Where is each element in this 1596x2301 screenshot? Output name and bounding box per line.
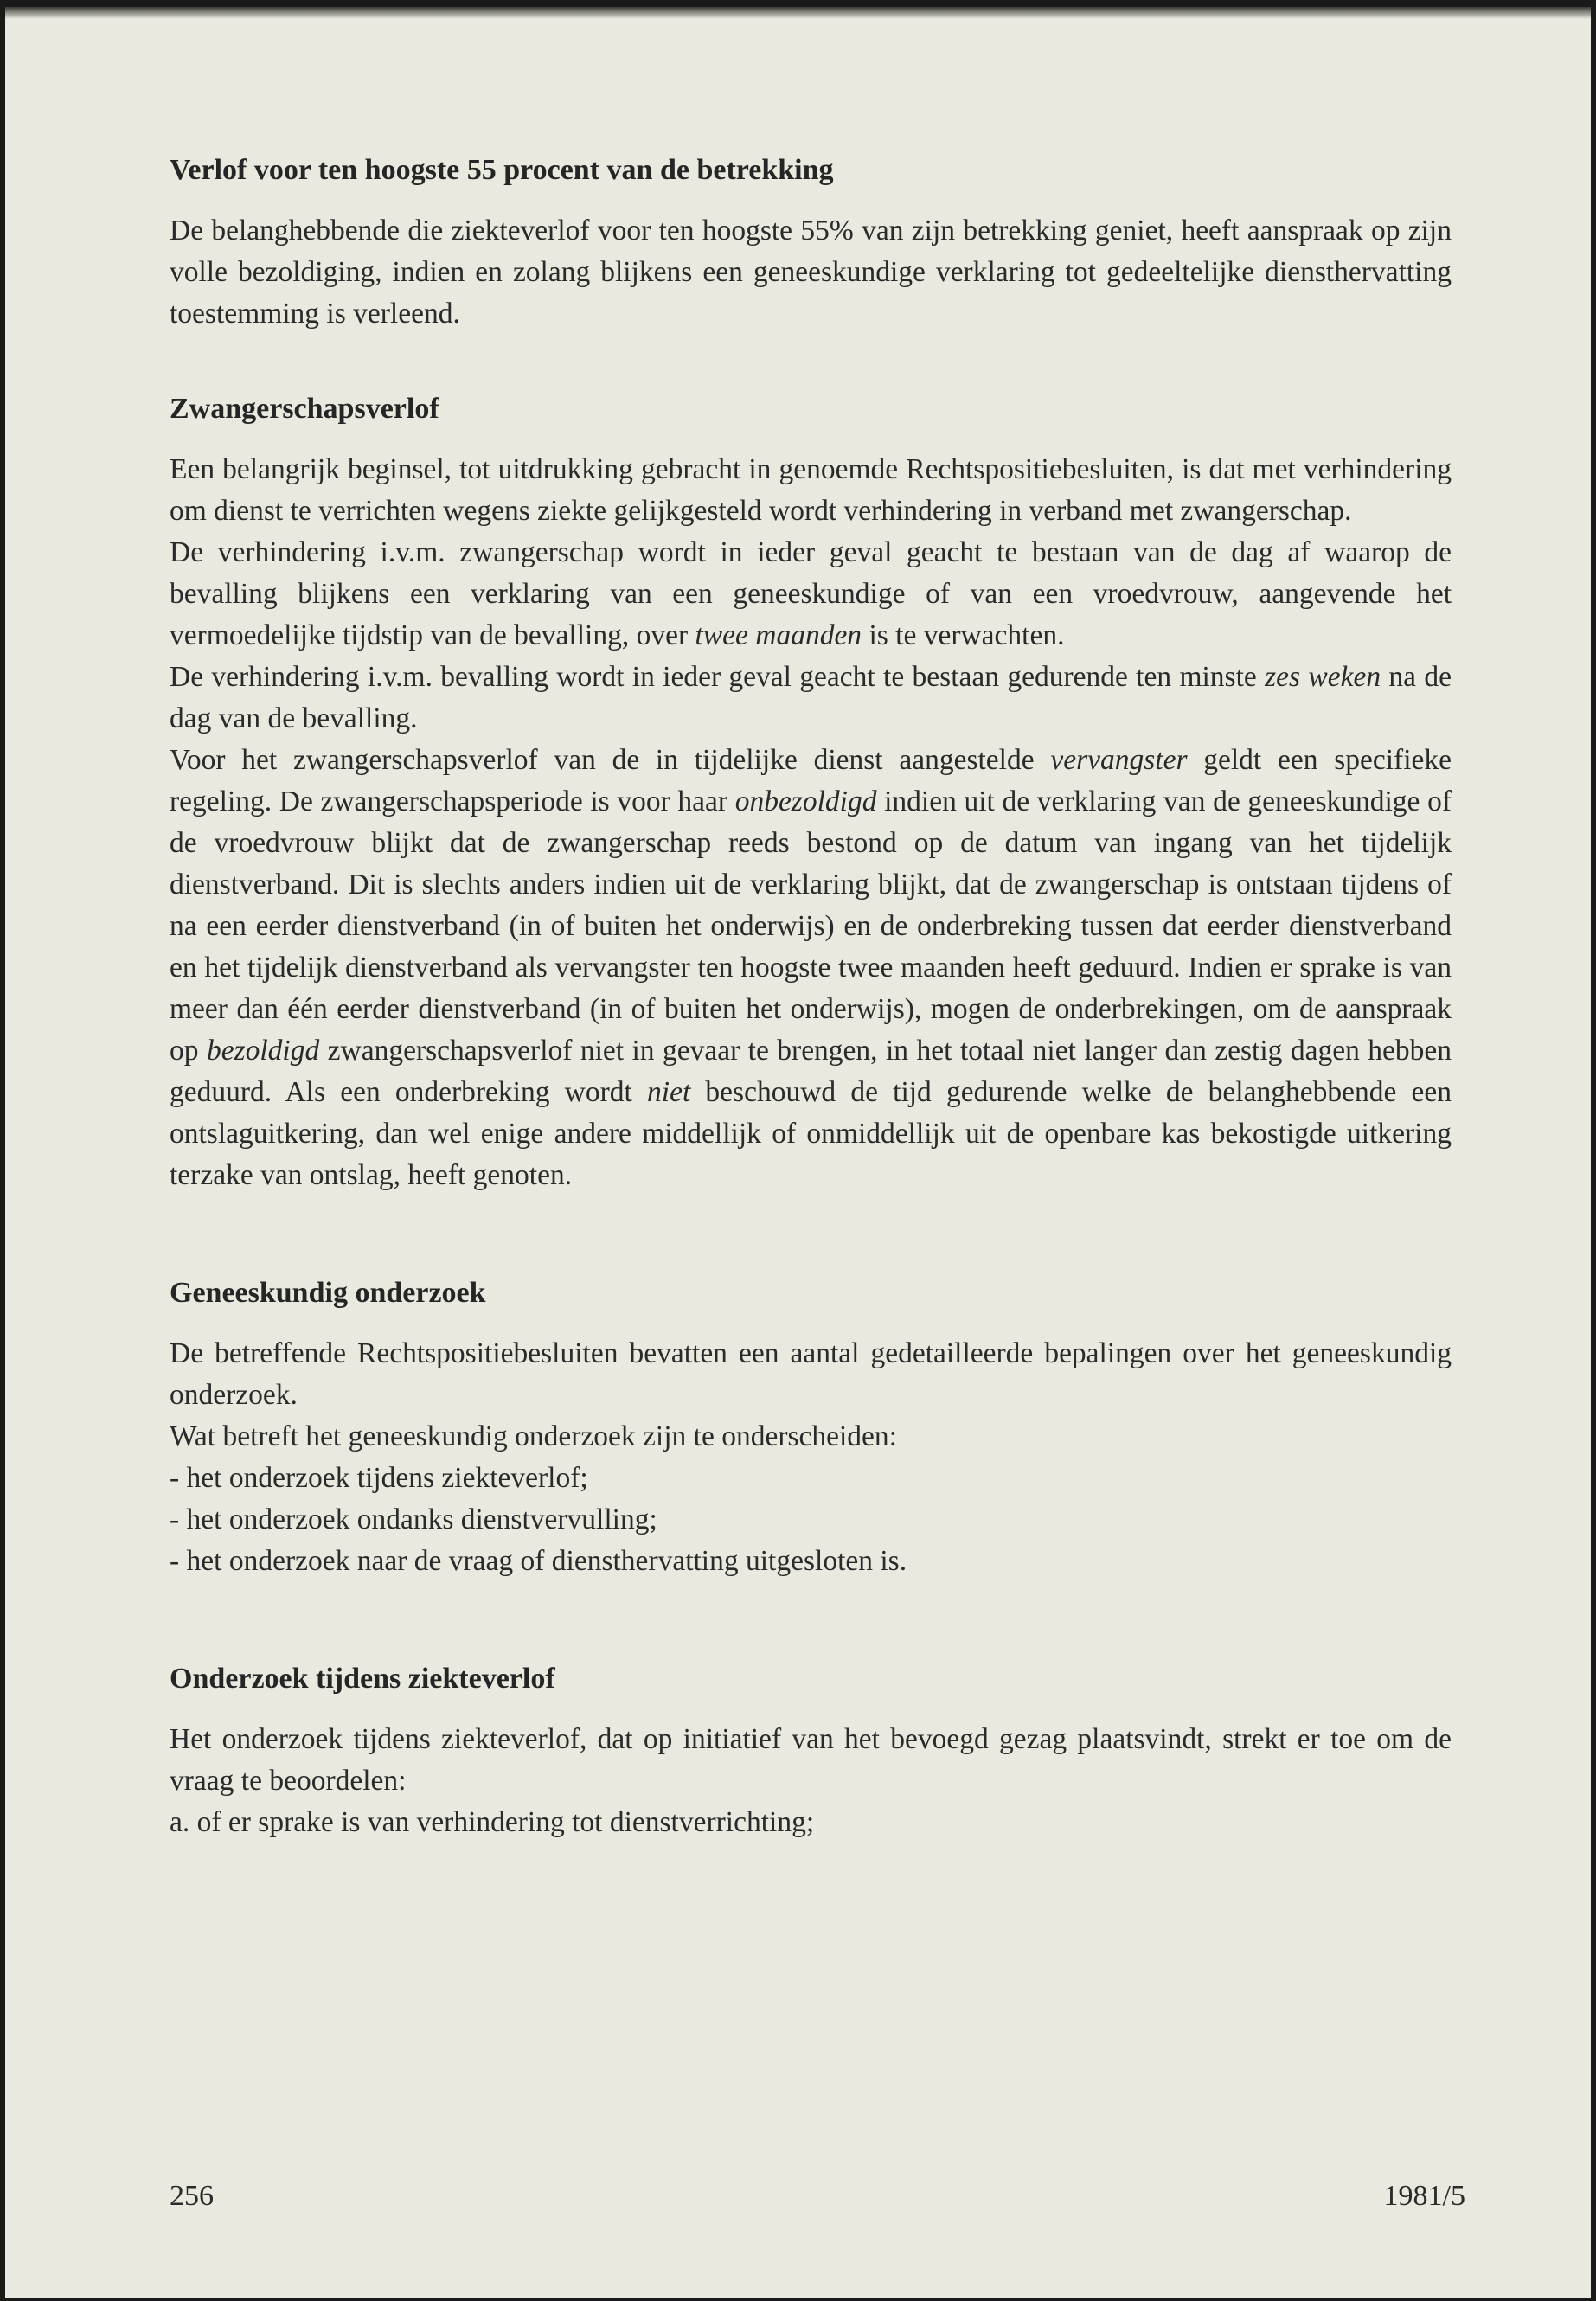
text-run: De verhindering i.v.m. zwangerschap wordt in ieder geval geacht te bestaan van de dag af waarop de bevalling blijkens een verklaring van een geneeskundige of van een vroedvrouw, aangevende het vermoedelijke tijdstip van de bevalling, over bbox=[170, 536, 1452, 651]
emphasis: bezoldigd bbox=[206, 1035, 320, 1067]
scan-edge bbox=[5, 7, 1591, 19]
text-run: beschouwd de tijd gedurende welke de belanghebbende een ontslaguitkering, dan wel enige andere middellijk of onmiddellijk uit de openbare kas bekostigde uitkering terzake van ontslag, heeft genoten. bbox=[170, 1076, 1452, 1191]
section-heading: Verlof voor ten hoogste 55 procent van de betrekking bbox=[170, 154, 834, 186]
text-run: indien uit de verklaring van de geneeskundige of de vroedvrouw blijkt dat de zwangerschap reeds bestond op de datum van ingang van het tijdelijk dienstverband. Dit is slechts anders indien uit de verklaring blijkt, dat de zwangerschap is ontstaan tijdens of na een eerder dienstverband (in of buiten het onderwijs) en de onderbreking tussen dat eerder dienstverband en het tijdelijk dienstverband als vervangster ten hoogste twee maanden heeft geduurd. Indien er sprake is van meer dan één eerder dienstverband (in of buiten het onderwijs), mogen de onderbrekingen, om de aanspraak op bbox=[170, 785, 1452, 1067]
list-item: - het onderzoek naar de vraag of diensthervatting uitgesloten is. bbox=[170, 1545, 907, 1577]
emphasis: zes weken bbox=[1265, 661, 1381, 693]
page-content bbox=[170, 150, 1452, 1897]
section-heading: Geneeskundig onderzoek bbox=[170, 1277, 486, 1309]
paragraph: Een belangrijk beginsel, tot uitdrukking gebracht in genoemde Rechtspositiebesluiten, is dat met verhindering om dienst te verrichten wegens ziekte gelijkgesteld wordt verhindering in verband met zwangerschap. bbox=[170, 453, 1452, 527]
section-heading: Onderzoek tijdens ziekteverlof bbox=[170, 1663, 555, 1695]
section-geneeskundig-onderzoek bbox=[170, 1272, 1452, 1582]
paragraph: De betreffende Rechtspositiebesluiten bevatten een aantal gedetailleerde bepalingen over het geneeskundig onderzoek. bbox=[170, 1337, 1452, 1411]
issue-number: 1981/5 bbox=[1383, 2180, 1465, 2212]
emphasis: niet bbox=[647, 1076, 691, 1108]
list-item: a. of er sprake is van verhindering tot dienstverrichting; bbox=[170, 1806, 815, 1838]
text-run: De verhindering i.v.m. bevalling wordt in ieder geval geacht te bestaan gedurende ten minste bbox=[170, 661, 1266, 693]
text-run: na de dag van de bevalling. bbox=[170, 661, 1452, 734]
paragraph: Wat betreft het geneeskundig onderzoek zijn te onderscheiden: bbox=[170, 1420, 897, 1452]
document-page bbox=[5, 7, 1591, 2298]
section-zwangerschapsverlof bbox=[170, 388, 1452, 1196]
page-number: 256 bbox=[170, 2180, 214, 2212]
section-onderzoek-tijdens-ziekteverlof bbox=[170, 1658, 1452, 1843]
text-run: geldt een specifieke regeling. De zwangerschapsperiode is voor haar bbox=[170, 744, 1452, 817]
emphasis: twee maanden bbox=[695, 619, 862, 651]
emphasis: onbezoldigd bbox=[734, 785, 877, 817]
section-heading: Zwangerschapsverlof bbox=[170, 393, 439, 425]
paragraph: Het onderzoek tijdens ziekteverlof, dat op initiatief van het bevoegd gezag plaatsvindt, strekt er toe om de vraag te beoordelen: bbox=[170, 1723, 1452, 1797]
text-run: zwangerschapsverlof niet in gevaar te brengen, in het totaal niet langer dan zestig dagen hebben geduurd. Als een onderbreking wordt bbox=[170, 1035, 1452, 1108]
text-run: Voor het zwangerschapsverlof van de in tijdelijke dienst aangestelde bbox=[170, 744, 1051, 776]
paragraph bbox=[170, 657, 1452, 740]
list-item: - het onderzoek ondanks dienstvervulling; bbox=[170, 1503, 657, 1535]
paragraph bbox=[170, 740, 1452, 1196]
paragraph: De belanghebbende die ziekteverlof voor ten hoogste 55% van zijn betrekking geniet, heeft aanspraak op zijn volle bezoldiging, indien en zolang blijkens een geneeskundige verklaring tot gedeeltelijke diensthervatting toestemming is verleend. bbox=[170, 215, 1452, 330]
text-run: is te verwachten. bbox=[862, 619, 1065, 651]
paragraph bbox=[170, 532, 1452, 657]
list-item: - het onderzoek tijdens ziekteverlof; bbox=[170, 1462, 588, 1494]
section-verlof-55-procent bbox=[170, 150, 1452, 335]
emphasis: vervangster bbox=[1050, 744, 1188, 776]
